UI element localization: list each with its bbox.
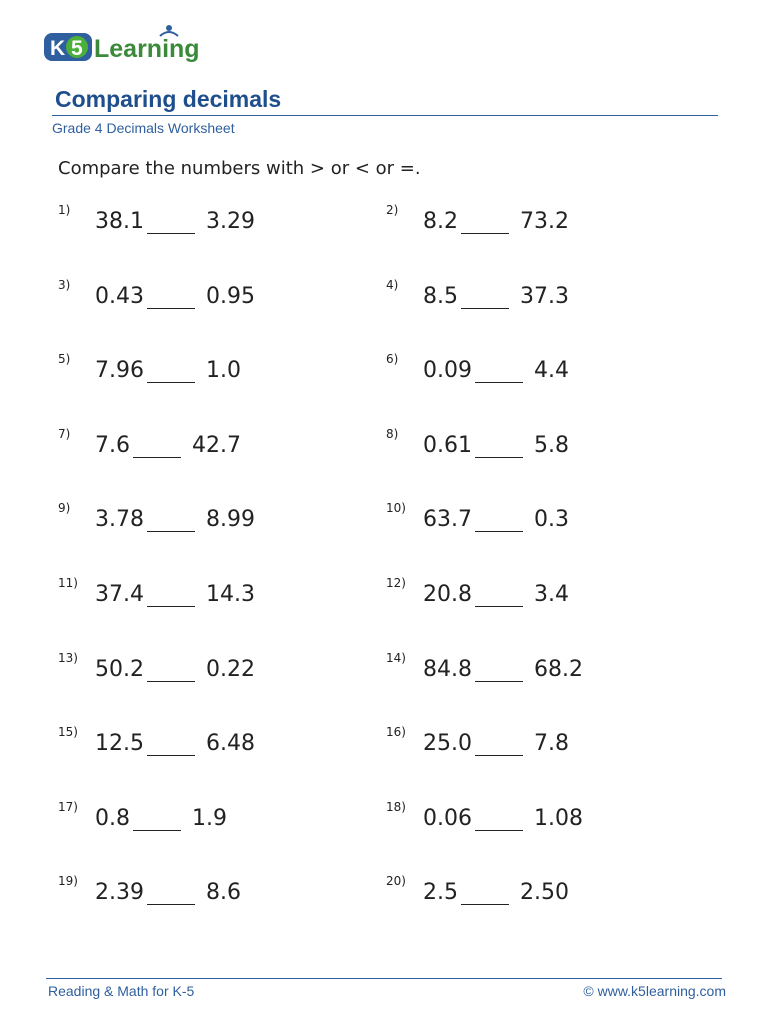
second-number: 3.4 (534, 582, 569, 607)
second-number: 2.50 (520, 880, 569, 906)
first-number: 2.39 (95, 880, 144, 906)
page-title: Comparing decimals (55, 86, 282, 112)
second-number: 0.22 (206, 656, 255, 682)
first-number: 38.1 (95, 209, 144, 234)
answer-blank[interactable] (147, 382, 195, 383)
second-number: 1.08 (534, 805, 583, 831)
answer-blank[interactable] (475, 681, 523, 682)
problem-number: 6) (386, 352, 399, 367)
answer-blank[interactable] (461, 233, 509, 234)
first-number: 84.8 (423, 656, 472, 682)
svg-text:5: 5 (71, 37, 83, 60)
second-number: 1.9 (192, 805, 227, 831)
answer-blank[interactable] (461, 904, 509, 905)
second-number: 73.2 (520, 209, 569, 234)
footer-website: © www.k5learning.com (583, 983, 726, 999)
footer-divider (46, 978, 722, 979)
problem-number: 7) (58, 426, 71, 441)
second-number: 8.6 (206, 880, 241, 906)
instructions: Compare the numbers with > or < or =. (58, 158, 421, 179)
first-number: 0.06 (423, 805, 472, 831)
problem-number: 14) (386, 650, 406, 665)
problem-number: 1) (58, 203, 71, 217)
problem-number: 12) (386, 576, 406, 590)
first-number: 0.61 (423, 432, 472, 458)
header-divider (52, 115, 718, 116)
problem-number: 18) (386, 799, 406, 814)
svg-text:Learning: Learning (94, 35, 200, 63)
problem-number: 8) (386, 426, 399, 441)
first-number: 8.2 (423, 209, 458, 234)
worksheet-subtitle: Grade 4 Decimals Worksheet (52, 120, 235, 136)
problem-number: 2) (386, 203, 399, 217)
first-number: 20.8 (423, 582, 472, 607)
problem-number: 13) (58, 650, 78, 665)
first-number: 0.09 (423, 358, 472, 384)
problem-number: 11) (58, 576, 78, 590)
answer-blank[interactable] (475, 457, 523, 458)
second-number: 4.4 (534, 358, 569, 384)
second-number: 42.7 (192, 432, 241, 458)
first-number: 37.4 (95, 582, 144, 607)
second-number: 37.3 (520, 283, 569, 309)
answer-blank[interactable] (147, 233, 195, 234)
problem-number: 10) (386, 501, 406, 516)
answer-blank[interactable] (475, 606, 523, 607)
svg-text:K: K (50, 37, 66, 60)
k5-learning-logo (44, 24, 204, 66)
answer-blank[interactable] (133, 830, 181, 831)
second-number: 0.95 (206, 283, 255, 309)
second-number: 7.8 (534, 731, 569, 757)
answer-blank[interactable] (147, 531, 195, 532)
answer-blank[interactable] (147, 904, 195, 905)
second-number: 6.48 (206, 731, 255, 757)
first-number: 3.78 (95, 507, 144, 533)
answer-blank[interactable] (475, 382, 523, 383)
second-number: 8.99 (206, 507, 255, 533)
second-number: 3.29 (206, 209, 255, 234)
first-number: 7.6 (95, 432, 130, 458)
first-number: 7.96 (95, 358, 144, 384)
first-number: 63.7 (423, 507, 472, 533)
second-number: 68.2 (534, 656, 583, 682)
problem-number: 15) (58, 725, 78, 740)
first-number: 0.8 (95, 805, 130, 831)
second-number: 1.0 (206, 358, 241, 384)
first-number: 50.2 (95, 656, 144, 682)
first-number: 0.43 (95, 283, 144, 309)
answer-blank[interactable] (461, 308, 509, 309)
first-number: 12.5 (95, 731, 144, 757)
first-number: 8.5 (423, 283, 458, 309)
answer-blank[interactable] (147, 755, 195, 756)
problem-number: 5) (58, 352, 71, 367)
second-number: 5.8 (534, 432, 569, 458)
problem-number: 17) (58, 799, 78, 814)
answer-blank[interactable] (147, 308, 195, 309)
problem-number: 20) (386, 874, 406, 889)
first-number: 25.0 (423, 731, 472, 757)
problem-number: 4) (386, 277, 399, 292)
second-number: 0.3 (534, 507, 569, 533)
problem-number: 9) (58, 501, 71, 516)
problem-number: 16) (386, 725, 406, 740)
answer-blank[interactable] (147, 606, 195, 607)
answer-blank[interactable] (475, 755, 523, 756)
answer-blank[interactable] (475, 531, 523, 532)
answer-blank[interactable] (133, 457, 181, 458)
footer-tagline: Reading & Math for K-5 (48, 983, 195, 999)
answer-blank[interactable] (475, 830, 523, 831)
problem-number: 19) (58, 874, 78, 889)
first-number: 2.5 (423, 880, 458, 906)
answer-blank[interactable] (147, 681, 195, 682)
second-number: 14.3 (206, 582, 255, 607)
problem-number: 3) (58, 277, 71, 292)
